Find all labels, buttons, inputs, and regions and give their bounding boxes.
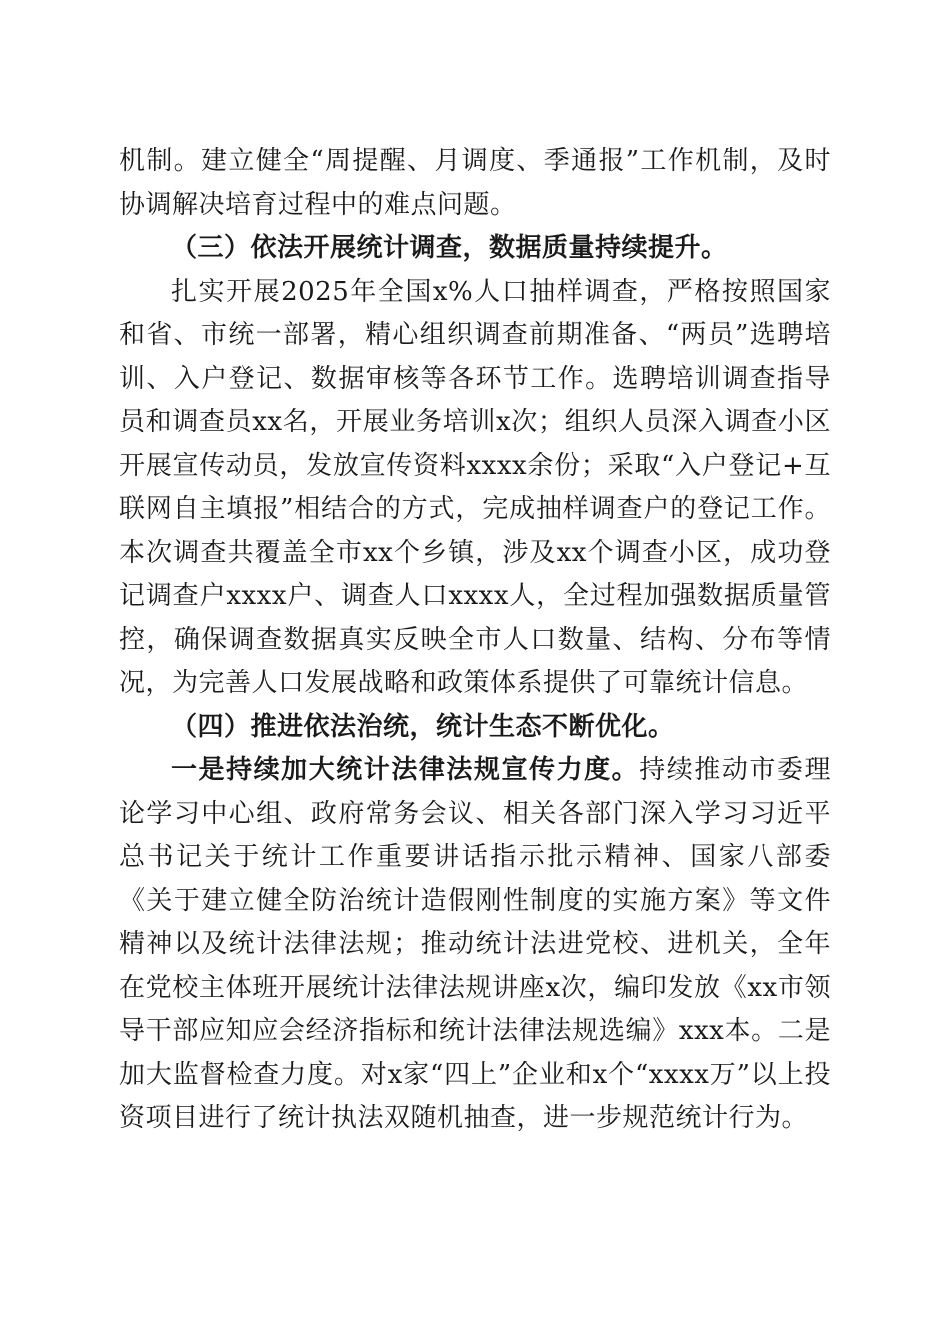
- paragraph-3: 扎实开展2025年全国x%人口抽样调查，严格按照国家和省、市统一部署，精心组织调查前期准备、“两员”选聘培训、入户登记、数据审核等各环节工作。选聘培训调查指导员和调查员xx名，开展业务培训x次；组织人员深入调查小区开展宣传动员，发放宣传资料xxxx余份；采取“入户登记+互联网自主填报”相结合的方式，完成抽样调查户的登记工作。本次调查共覆盖全市xx个乡镇，涉及xx个调查小区，成功登记调查户xxxx户、调查人口xxxx人，全过程加强数据质量管控，确保调查数据真实反映全市人口数量、结构、分布等情况，为完善人口发展战略和政策体系提供了可靠统计信息。: [119, 276, 831, 698]
- paragraph-4-body: 持续推动市委理论学习中心组、政府常务会议、相关各部门深入学习习近平总书记关于统计工作重要讲话指示批示精神、国家八部委《关于建立健全防治统计造假刚性制度的实施方案》等文件精神以及统计法律法规；推动统计法进党校、进机关，全年在党校主体班开展统计法律法规讲座x次，编印发放《xx市领导干部应知应会经济指标和统计法律法规选编》xxx本。二是加大监督检查力度。对x家“四上”企业和x个“xxxx万”以上投资项目进行了统计执法双随机抽查，进一步规范统计行为。: [119, 755, 831, 1133]
- section-heading-4: （四）推进依法治统，统计生态不断优化。: [171, 711, 675, 742]
- paragraph-continuation: 机制。建立健全“周提醒、月调度、季通报”工作机制，及时协调解决培育过程中的难点问题。: [119, 146, 831, 220]
- document-body: [119, 140, 831, 1141]
- paragraph-4: [119, 749, 831, 1141]
- section-heading-3: （三）依法开展统计调查，数据质量持续提升。: [171, 233, 728, 263]
- paragraph-4-lead: 一是持续加大统计法律法规宣传力度。: [171, 755, 640, 785]
